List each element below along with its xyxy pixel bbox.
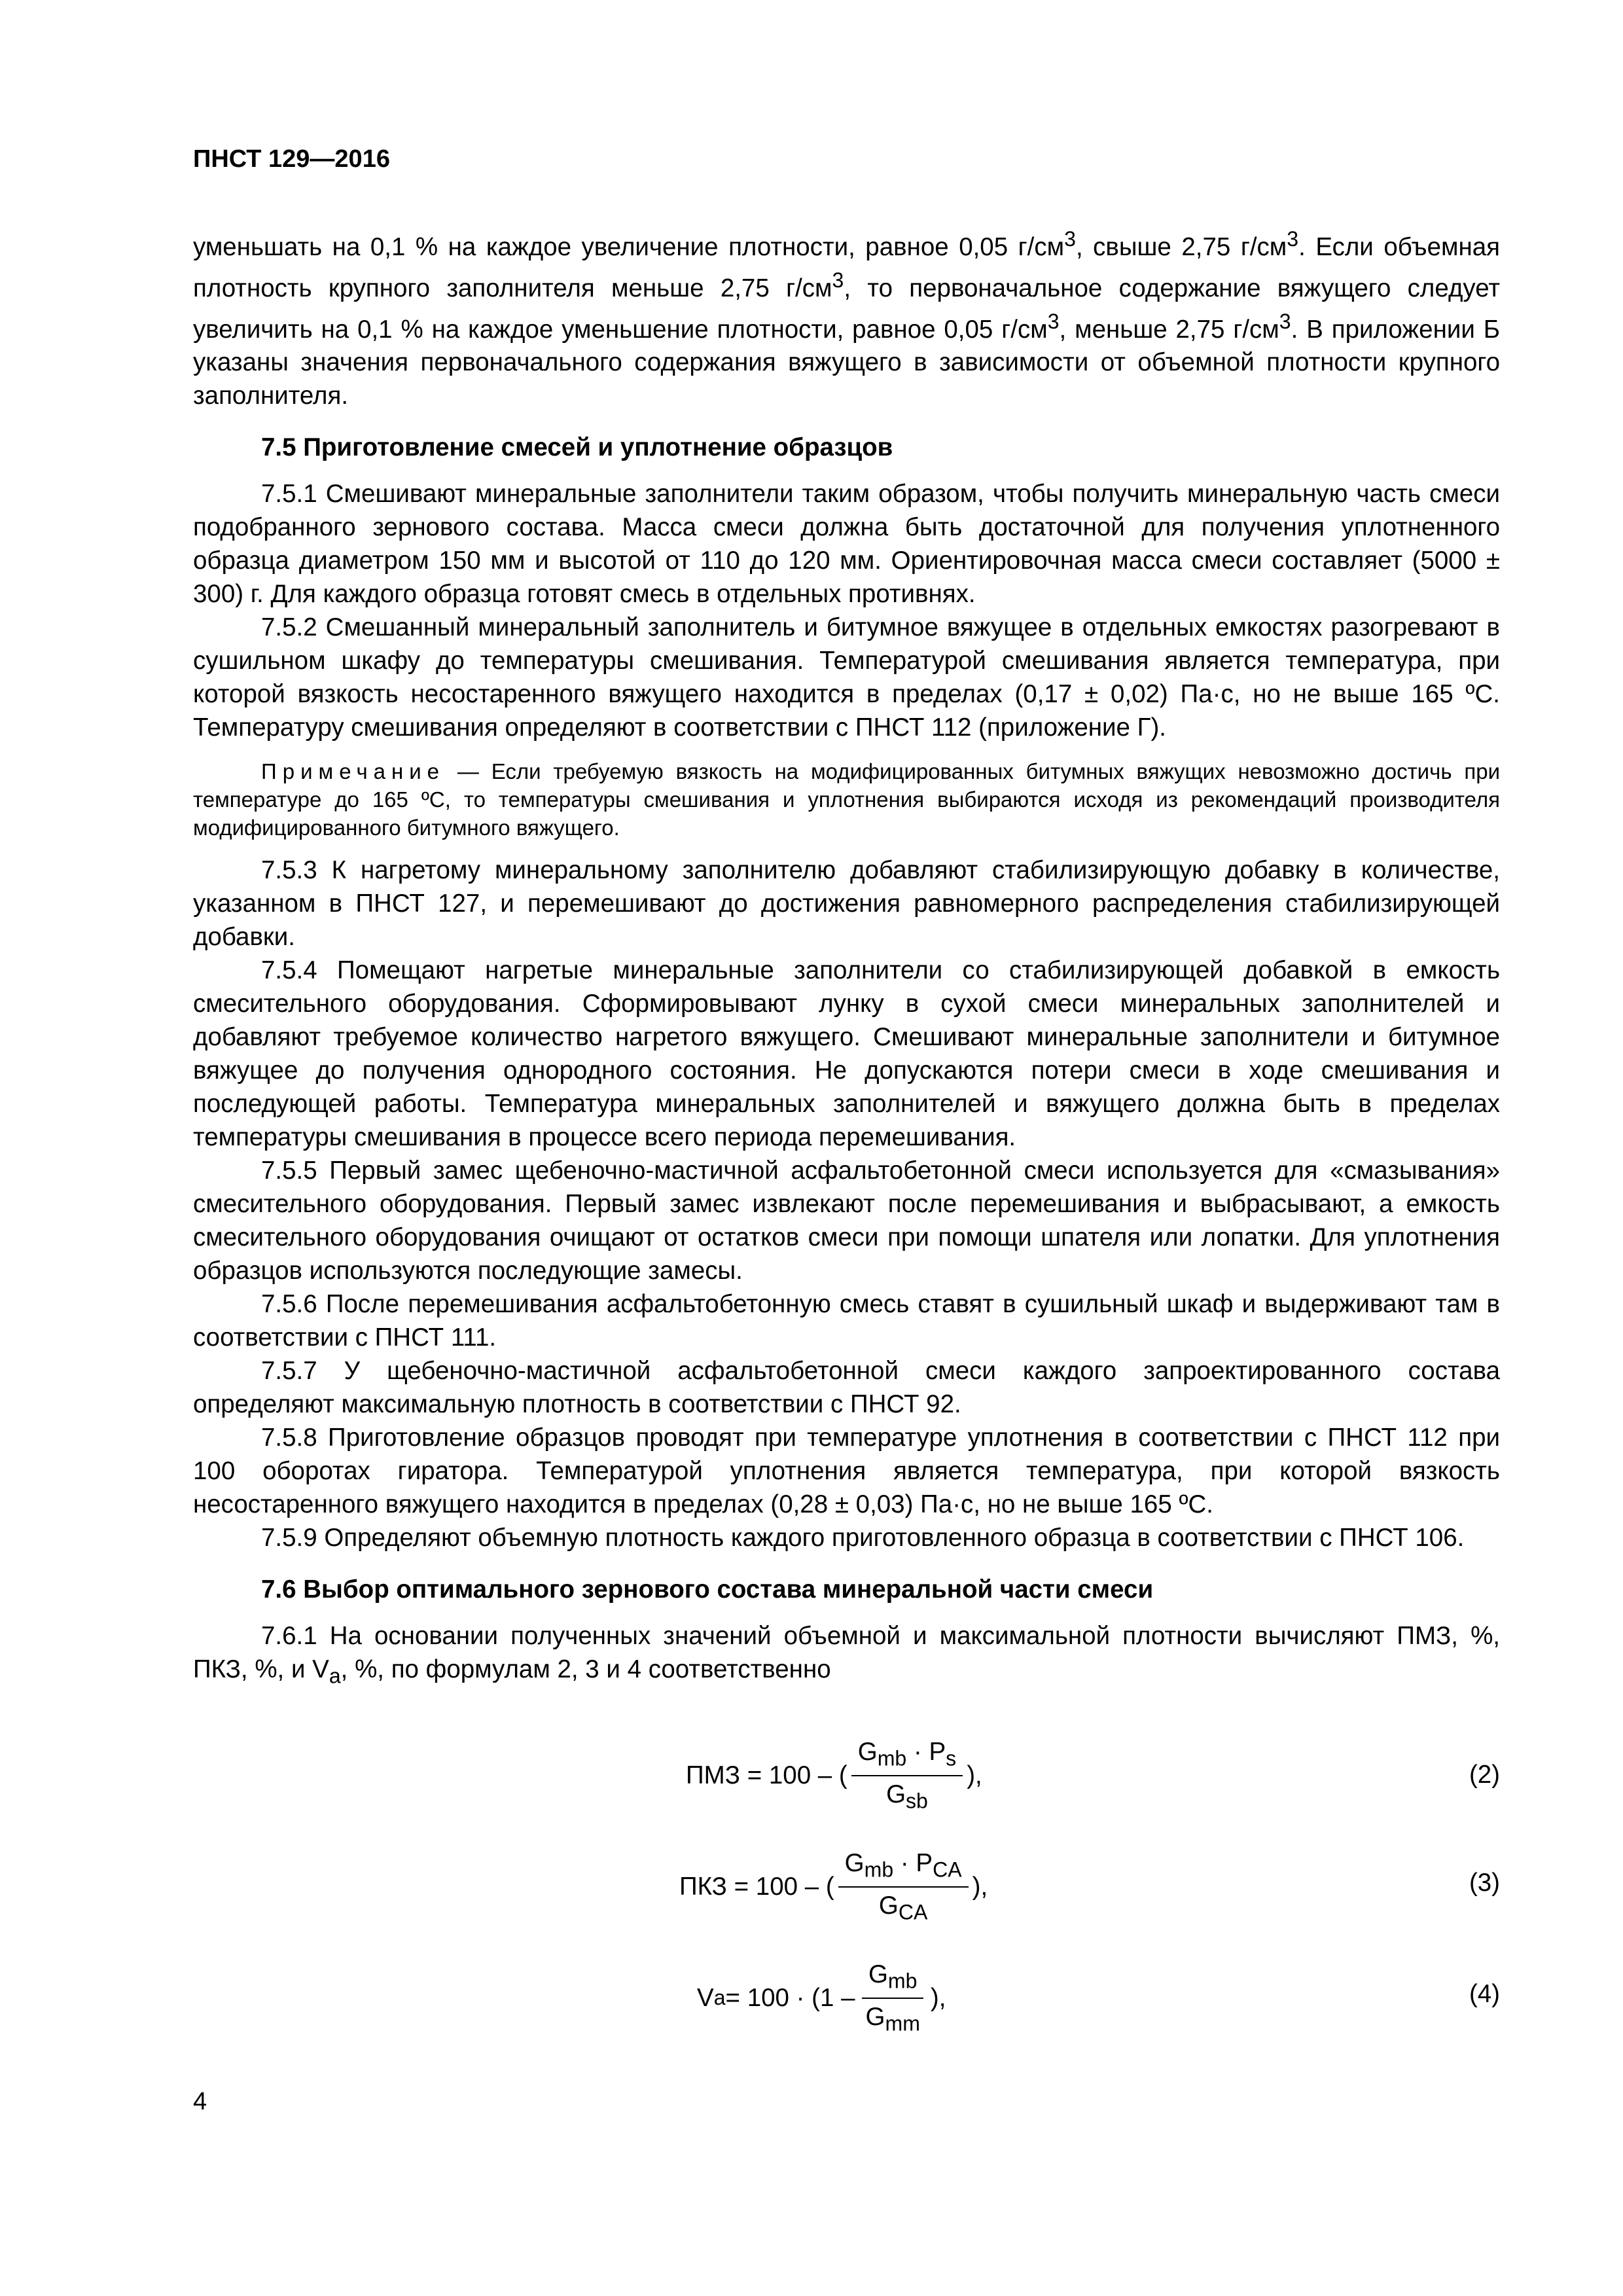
paragraph-7-5-6: 7.5.6 После перемешивания асфальтобетонную смесь ставят в сушильный шкаф и выдерживают там в соответствии с ПНСТ 111. bbox=[193, 1290, 1500, 1352]
paragraph-7-5-3: 7.5.3 К нагретому минеральному заполнителю добавляют стабилизирующую добавку в количестве, указанном в ПНСТ 127, и перемешивают до достижения равномерного распределения стабилизирующей добавки. bbox=[193, 856, 1500, 952]
section-heading-7-6: 7.6 Выбор оптимального зернового состава минеральной части смеси bbox=[261, 1575, 1154, 1604]
paragraph-7-5-1: 7.5.1 Смешивают минеральные заполнители таким образом, чтобы получить минеральную часть смеси подобранного зернового состава. Масса смеси должна быть достаточной для получения уплотненного образца диаметром 150 мм и высотой от 110 до 120 мм. Ориентировочная масса смеси составляет (5000 ± 300) г. Для каждого образца готовят смесь в отдельных противнях. bbox=[193, 480, 1500, 609]
paragraph-7-5-9: 7.5.9 Определяют объемную плотность каждого приготовленного образца в соответствии с ПНСТ 106. bbox=[261, 1524, 1465, 1552]
paragraph-intro: уменьшать на 0,1 % на каждое увеличение плотности, равное 0,05 $г/см^3$, свыше 2,75 $г/см^3$. Если объемная плотность крупного заполнителя меньше 2,75 $г/см^3$, то первоначальное содержание вяжущего следует увеличить на 0,1 % на каждое уменьшение плотности, равное 0,05 $г/см^3$, меньше 2,75 $г/см^3$. В приложении Б указаны значения первоначального содержания вяжущего в зависимости от объемной плотности крупного заполнителя. bbox=[193, 227, 1501, 410]
formula-2-fraction: $\frac{G_{mb} \cdot P_s}{G_{sb}}$ bbox=[851, 1738, 963, 1813]
note-label: Примечание bbox=[261, 759, 446, 784]
paragraph-7-5-4: 7.5.4 Помещают нагретые минеральные заполнители со стабилизирующей добавкой в емкость смесительного оборудования. Сформировывают лунку в сухой смеси минеральных заполнителей и добавляют требуемое количество нагретого вяжущего. Смешивают минеральные заполнители и битумное вяжущее до получения однородного состояния. Не допускаются потери смеси в ходе смешивания и последующей работы. Температура минеральных заполнителей и вяжущего должна быть в пределах температуры смешивания в процессе всего периода перемешивания. bbox=[193, 956, 1500, 1152]
formula-3-number: (3) bbox=[1469, 1869, 1500, 1897]
paragraph-7-5-7: 7.5.7 У щебеночно-мастичной асфальтобетонной смеси каждого запроектированного состава определяют максимальную плотность в соответствии с ПНСТ 92. bbox=[193, 1357, 1500, 1419]
body-text bbox=[193, 223, 1500, 1693]
paragraph-7-5-2: 7.5.2 Смешанный минеральный заполнитель и битумное вяжущее в отдельных емкостях разогревают в сушильном шкафу до температуры смешивания. Температурой смешивания является температура, при которой вязкость несостаренного вяжущего находится в пределах (0,17 ± 0,02) Па·с, но не выше 165 ºС. Температуру смешивания определяют в соответствии с ПНСТ 112 (приложение Г). bbox=[193, 613, 1500, 742]
paragraph-7-5-5: 7.5.5 Первый замес щебеночно-мастичной асфальтобетонной смеси используется для «смазывания» смесительного оборудования. Первый замес извлекают после перемешивания и выбрасывают, а емкость смесительного оборудования очищают от остатков смеси при помощи шпателя или лопатки. Для уплотнения образцов используются последующие замесы. bbox=[193, 1157, 1500, 1285]
formula-2: ПМЗ = 100 – ( $\frac{G_{mb} \cdot P_s}{G_{sb}}$ ), bbox=[686, 1738, 982, 1813]
formula-4-fraction: $\frac{G_{mb}}{G_{mm}}$ bbox=[859, 1960, 927, 2036]
paragraph-7-5-8: 7.5.8 Приготовление образцов проводят при температуре уплотнения в соответствии с ПНСТ 112 при 100 оборотах гиратора. Температурой уплотнения является температура, при которой вязкость несостаренного вяжущего находится в пределах (0,28 ± 0,03) Па·с, но не выше 165 ºС. bbox=[193, 1424, 1500, 1519]
page-number: 4 bbox=[193, 2088, 207, 2115]
section-heading-7-5: 7.5 Приготовление смесей и уплотнение образцов bbox=[261, 433, 893, 462]
paragraph-7-6-1: 7.6.1 На основании полученных значений объемной и максимальной плотности вычисляют ПМЗ, %, ПКЗ, %, и $V_a$, %, по формулам 2, 3 и 4 соответственно bbox=[193, 1622, 1500, 1689]
formula-4-number: (4) bbox=[1469, 1980, 1500, 2008]
note bbox=[193, 757, 1500, 842]
formula-2-number: (2) bbox=[1469, 1761, 1500, 1789]
note-text: — Если требуемую вязкость на модифицированных битумных вяжущих невозможно достичь при температуре до 165 ºС, то температуры смешивания и уплотнения выбираются исходя из рекомендаций производителя модифицированного битумного вяжущего. bbox=[193, 759, 1500, 840]
formula-3-fraction: $\frac{G_{mb} \cdot P_{CA}}{G_{CA}}$ bbox=[838, 1849, 969, 1924]
formula-3: ПКЗ = 100 – ( $\frac{G_{mb} \cdot P_{CA}}{G_{CA}}$ ), bbox=[679, 1849, 988, 1924]
document-header: ПНСТ 129—2016 bbox=[193, 145, 390, 173]
formula-4: V a = 100 · (1 – $\frac{G_{mb}}{G_{mm}}$ ), bbox=[697, 1960, 946, 2036]
